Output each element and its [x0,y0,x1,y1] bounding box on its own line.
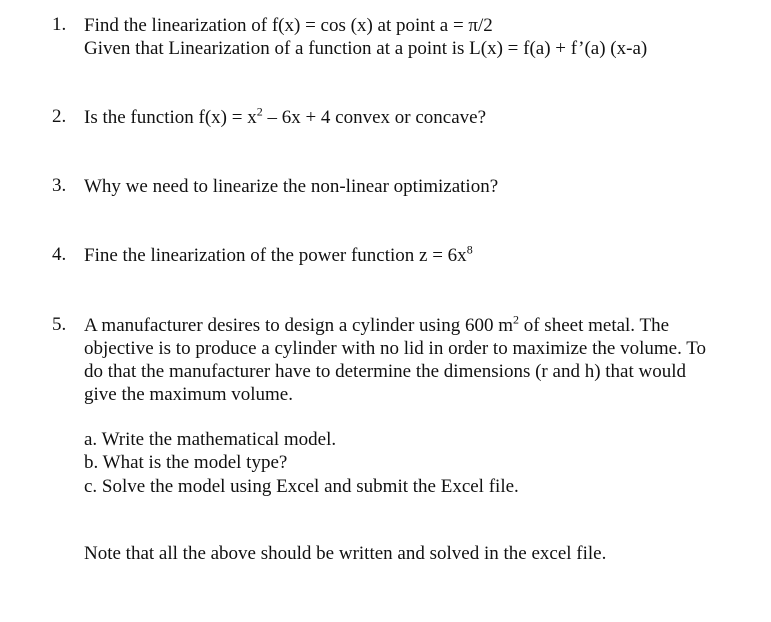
question-text-part: – 6x + 4 convex or concave? [262,107,487,128]
question-text [84,244,473,267]
question-text-part: A manufacturer desires to design a cylinder using 600 m [84,315,513,336]
question-text: objective is to produce a cylinder with no lid in order to maximize the volume. To [84,338,706,359]
question-text [84,106,486,129]
question-text: Why we need to linearize the non-linear optimization? [84,176,499,197]
subpart-a: a. Write the mathematical model. [84,429,337,450]
question-number: 3. [52,175,67,196]
question-text: do that the manufacturer have to determine the dimensions (r and h) that would [84,361,687,382]
exponent: 2 [512,312,519,327]
exponent: 8 [466,242,473,257]
subpart-c: c. Solve the model using Excel and submit the Excel file. [84,476,519,497]
question-number: 2. [52,106,67,127]
question-text: Given that Linearization of a function at a point is L(x) = f(a) + f’(a) (x-a) [84,38,648,59]
question-number: 4. [52,244,67,265]
question-text: give the maximum volume. [84,384,293,405]
question-number: 1. [52,14,67,35]
question-text-part: of sheet metal. The [518,315,669,336]
note-text: Note that all the above should be written and solved in the excel file. [84,543,607,564]
question-text [84,314,669,337]
question-text-part: Is the function f(x) = x [84,107,257,128]
question-text-part: Fine the linearization of the power function z = 6x [84,245,467,266]
question-number: 5. [52,314,67,335]
question-text: Find the linearization of f(x) = cos (x) at point a = π/2 [84,15,493,36]
subpart-b: b. What is the model type? [84,452,288,473]
exponent: 2 [256,104,263,119]
